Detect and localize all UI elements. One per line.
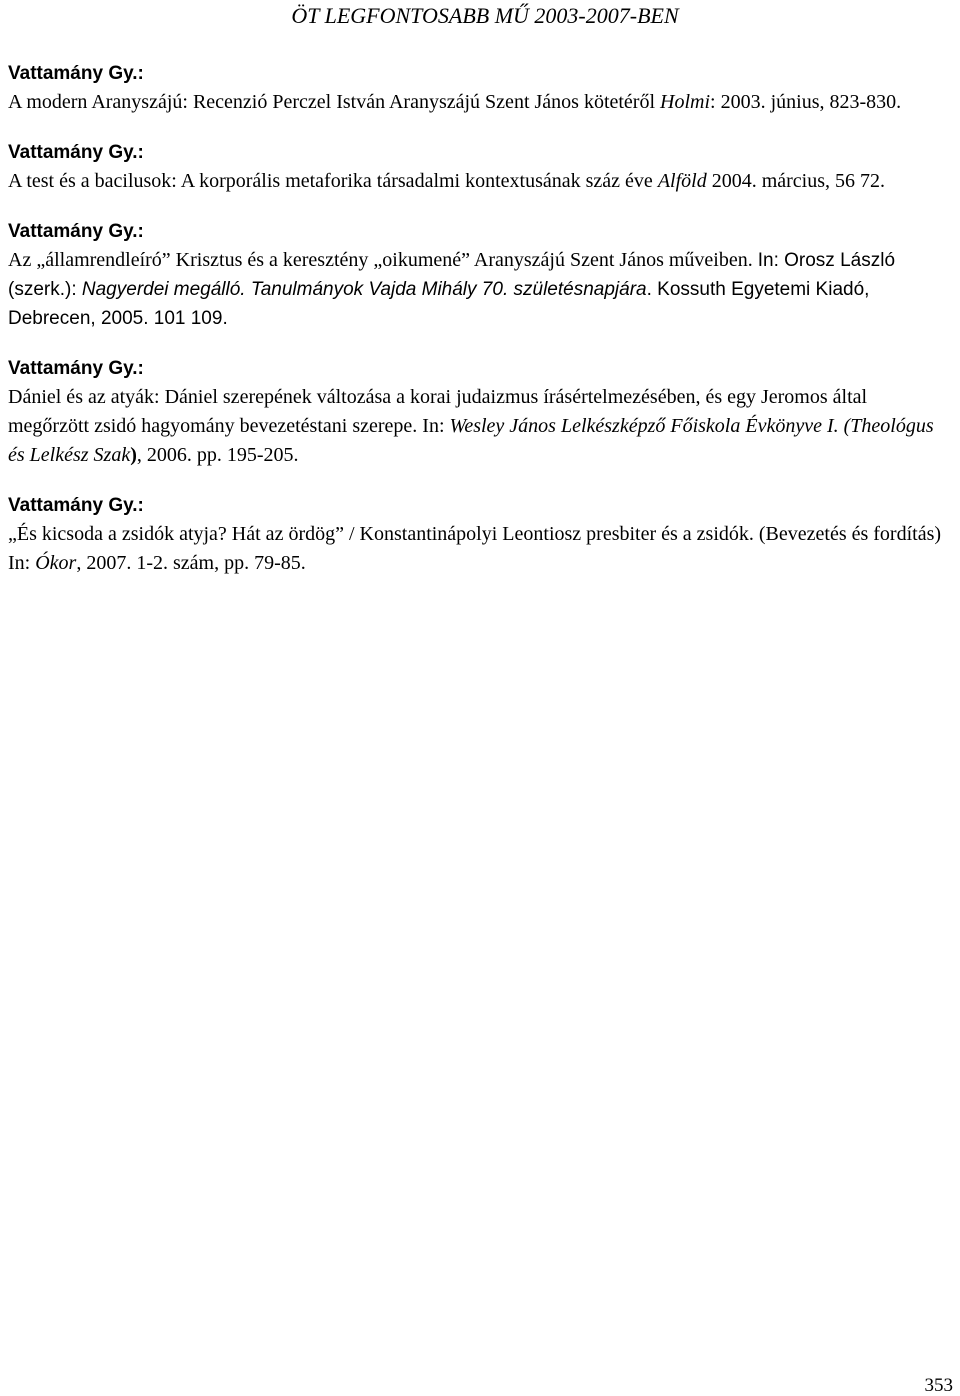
bibliography-entry bbox=[8, 60, 953, 117]
entry-details: . Kossuth Egyetemi Kiadó, Debrecen, 2005. 101 109. bbox=[8, 279, 870, 329]
entry-author: Vattamány Gy.: bbox=[8, 495, 144, 516]
bibliography-entry bbox=[8, 355, 953, 470]
entry-author: Vattamány Gy.: bbox=[8, 142, 144, 163]
entry-author: Vattamány Gy.: bbox=[8, 221, 144, 242]
bibliography-entry bbox=[8, 492, 953, 578]
entry-details: : 2003. június, 823-830. bbox=[710, 91, 902, 113]
entry-text: A test és a bacilusok: A korporális metaforika társadalmi kontextusának száz éve bbox=[8, 170, 658, 192]
bibliography-entry bbox=[8, 139, 953, 196]
page-title: ÖT LEGFONTOSABB MŰ 2003-2007-BEN bbox=[291, 3, 679, 28]
entry-journal: Holmi bbox=[660, 91, 711, 113]
bibliography-list bbox=[8, 60, 953, 600]
entry-journal: Ókor bbox=[35, 552, 77, 574]
entry-details: , 2006. pp. 195-205. bbox=[136, 444, 299, 466]
page-number: 353 bbox=[924, 1375, 953, 1396]
entry-book-title: Nagyerdei megálló. Tanulmányok Vajda Mihály 70. születésnapjára bbox=[81, 279, 647, 300]
entry-in-label: In: Orosz László (szerk.): bbox=[8, 250, 896, 300]
entry-details: , 2007. 1-2. szám, pp. 79-85. bbox=[76, 552, 306, 574]
entry-author: Vattamány Gy.: bbox=[8, 358, 144, 379]
entry-journal: Alföld bbox=[657, 170, 707, 192]
entry-author: Vattamány Gy.: bbox=[8, 63, 144, 84]
entry-details: 2004. március, 56 72. bbox=[706, 170, 886, 192]
entry-closing-paren: ) bbox=[130, 444, 137, 466]
entry-book-title: Wesley János Lelkészképző Főiskola Évkönyve I. (Theológus és Lelkész Szak bbox=[8, 415, 934, 466]
entry-text: „És kicsoda a zsidók atyja? Hát az ördög” / Konstantinápolyi Leontiosz presbiter és a zsidók. (Bevezetés és fordítás) In: bbox=[8, 523, 942, 574]
entry-text: A modern Aranyszájú: Recenzió Perczel István Aranyszájú Szent János kötetéről bbox=[8, 91, 661, 113]
bibliography-entry bbox=[8, 218, 953, 333]
entry-text: Dániel és az atyák: Dániel szerepének változása a korai judaizmus írásértelmezésében, és egy Jeromos által megőrzött zsidó hagyomány bevezetéstani szerepe. In: bbox=[8, 386, 868, 437]
entry-text: Az „államrendleíró” Krisztus és a keresztény „oikumené” Aranyszájú Szent János műveiben. bbox=[8, 249, 758, 271]
